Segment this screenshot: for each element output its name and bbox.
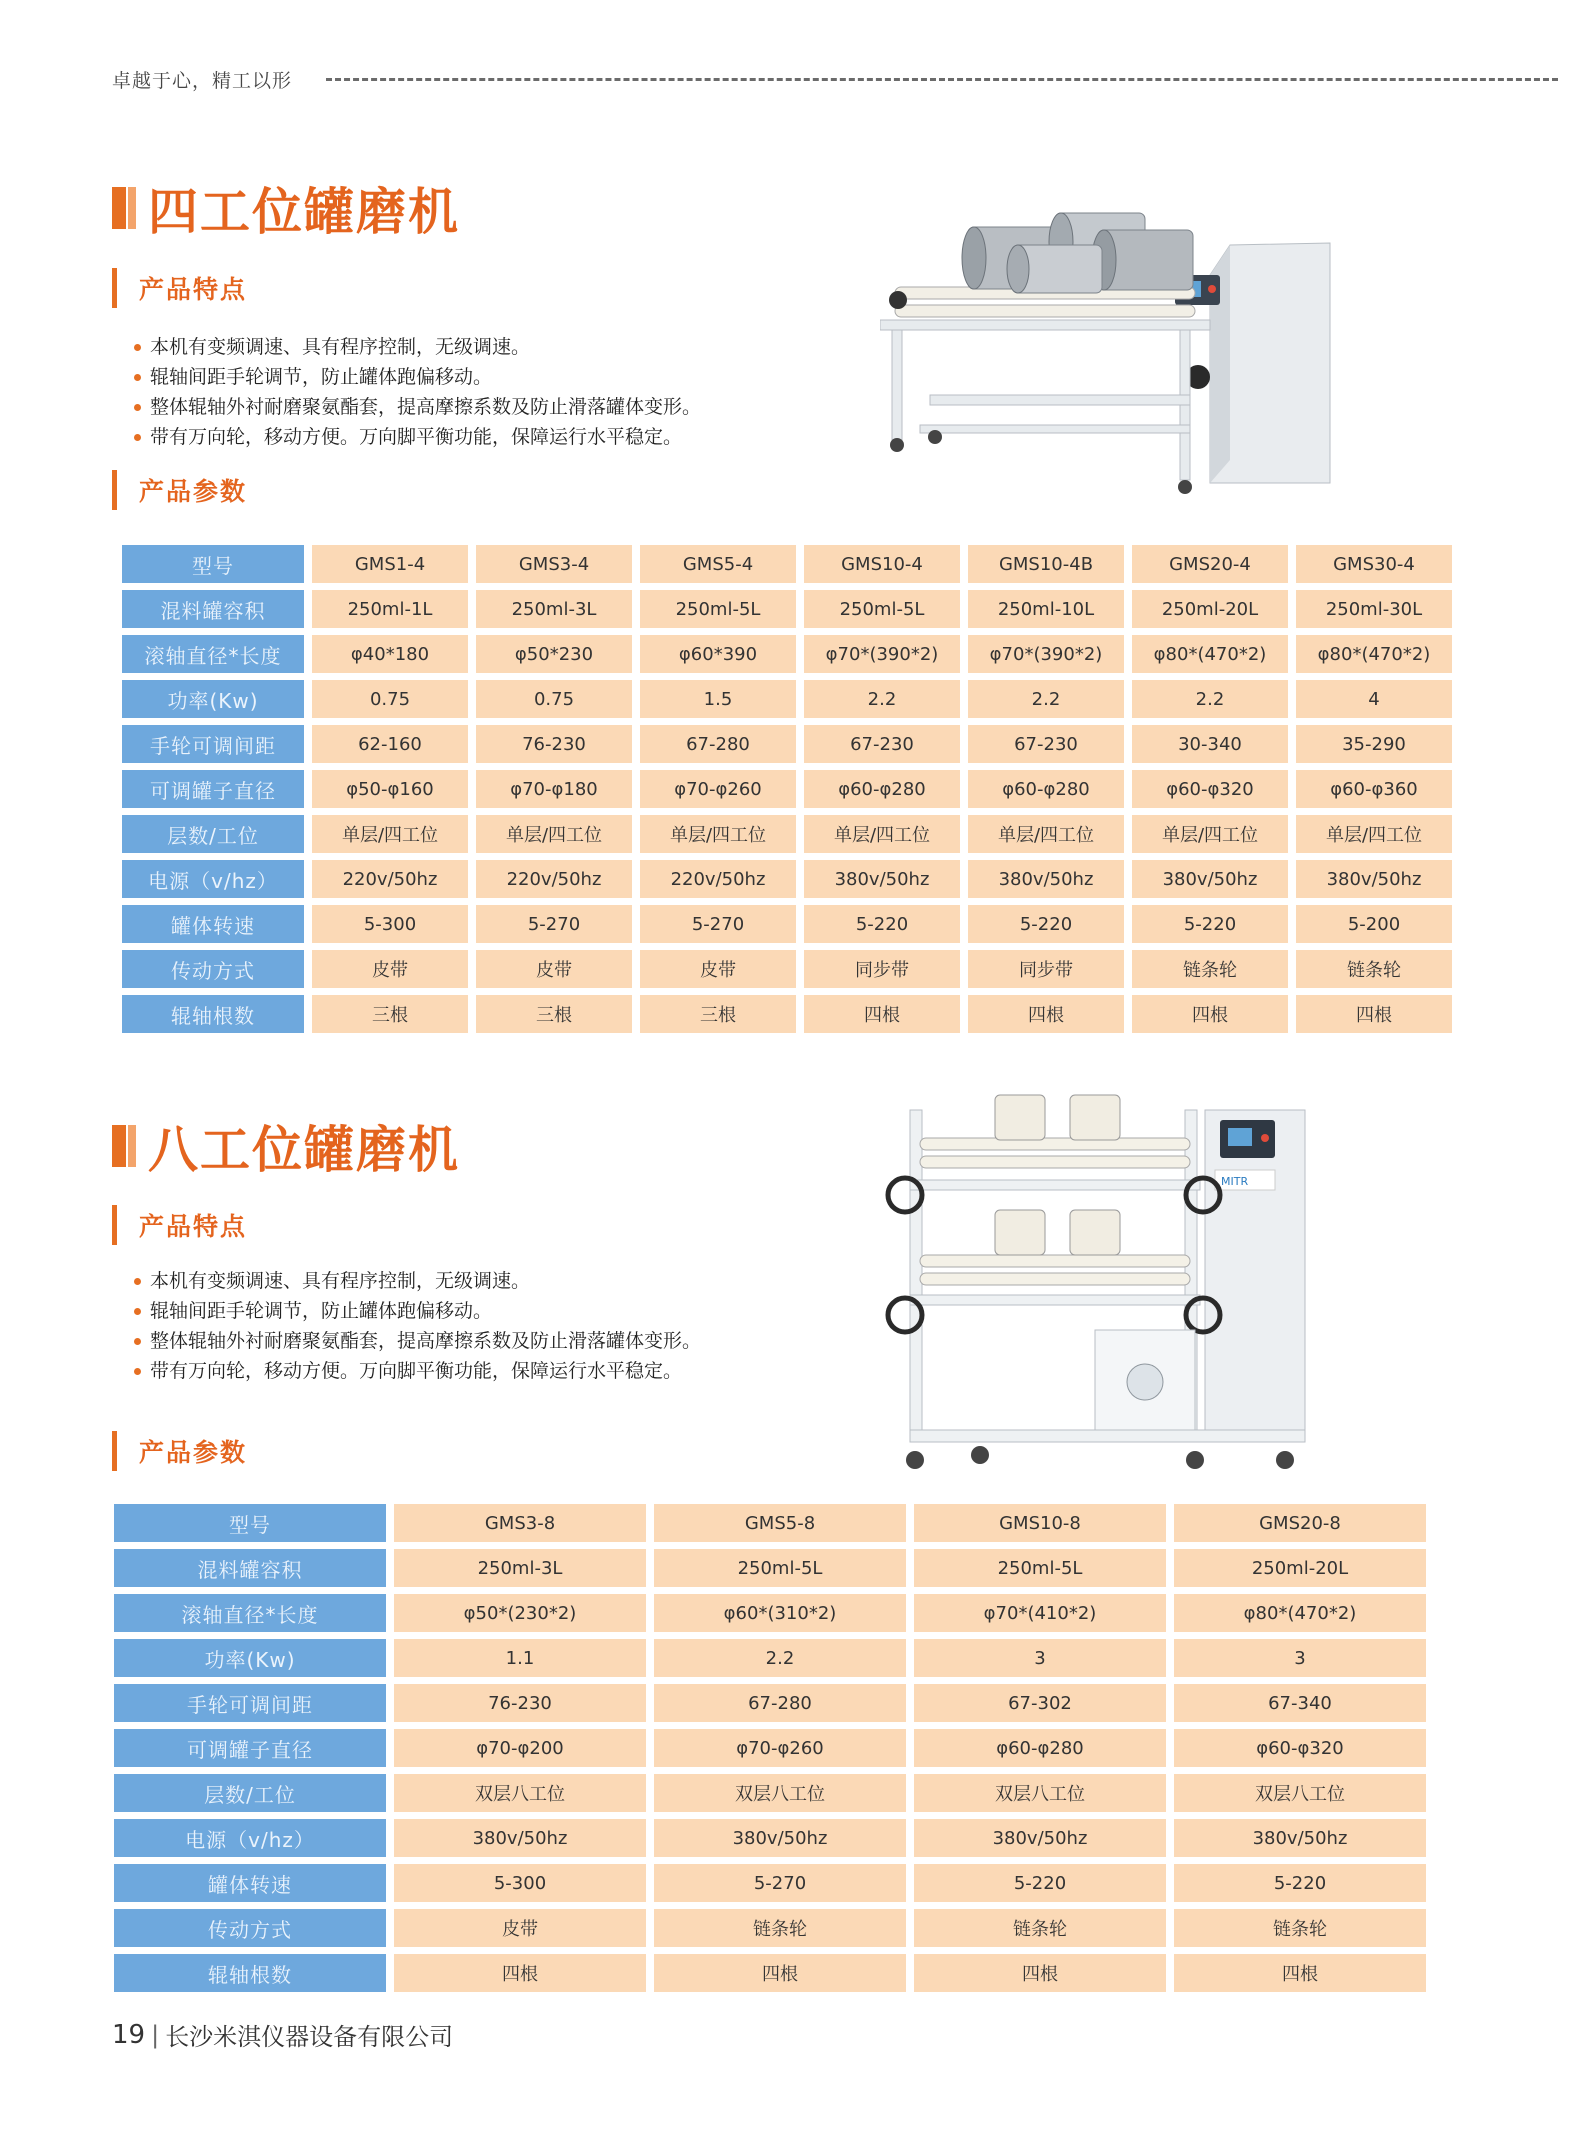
table-cell: GMS1-4 [312, 545, 468, 583]
table-cell: 四根 [1296, 995, 1452, 1033]
table-cell: 单层/四工位 [1132, 815, 1288, 853]
table-cell: φ50-φ160 [312, 770, 468, 808]
section1-title-text: 四工位罐磨机 [148, 182, 460, 241]
table-cell: 35-290 [1296, 725, 1452, 763]
table-cell: 1.1 [394, 1639, 646, 1677]
feature-item: 本机有变频调速、具有程序控制，无级调速。 [132, 1266, 701, 1296]
table-cell: 3 [914, 1639, 1166, 1677]
table-cell: 220v/50hz [640, 860, 796, 898]
heading-marker [112, 1431, 117, 1471]
table-cell: 皮带 [640, 950, 796, 988]
table-cell: φ80*(470*2) [1296, 635, 1452, 673]
table-cell: 5-270 [640, 905, 796, 943]
table-cell: 链条轮 [654, 1909, 906, 1947]
svg-text:MITR: MITR [1221, 1175, 1249, 1188]
table-cell: 67-230 [968, 725, 1124, 763]
section2-params-table [106, 1497, 1434, 1999]
table-cell: φ60-φ280 [804, 770, 960, 808]
table-cell: φ80*(470*2) [1174, 1594, 1426, 1632]
feature-item: 本机有变频调速、具有程序控制，无级调速。 [132, 332, 701, 362]
table-cell: 0.75 [476, 680, 632, 718]
page-number: 19 [112, 2019, 146, 2050]
table-cell: 单层/四工位 [476, 815, 632, 853]
row-header-cell: 功率(Kw) [114, 1639, 386, 1677]
table-cell: 链条轮 [1296, 950, 1452, 988]
table-cell: 单层/四工位 [312, 815, 468, 853]
table-row [122, 725, 1452, 763]
table-row [122, 590, 1452, 628]
table-cell: GMS3-4 [476, 545, 632, 583]
table-cell: φ70-φ260 [640, 770, 796, 808]
table-cell: 单层/四工位 [968, 815, 1124, 853]
table-row [122, 680, 1452, 718]
table-cell: 250ml-5L [914, 1549, 1166, 1587]
table-cell: φ70-φ180 [476, 770, 632, 808]
row-header-cell: 混料罐容积 [114, 1549, 386, 1587]
row-header-cell: 罐体转速 [114, 1864, 386, 1902]
table-row [114, 1504, 1426, 1542]
table-cell: 单层/四工位 [804, 815, 960, 853]
table-cell: φ60-φ320 [1174, 1729, 1426, 1767]
table-row [122, 635, 1452, 673]
heading-marker [112, 268, 117, 308]
table-cell: 1.5 [640, 680, 796, 718]
row-header-cell: 滚轴直径*长度 [114, 1594, 386, 1632]
table-cell: 62-160 [312, 725, 468, 763]
table-cell: φ70-φ260 [654, 1729, 906, 1767]
table-cell: 5-220 [804, 905, 960, 943]
table-cell: 单层/四工位 [1296, 815, 1452, 853]
table-row [114, 1549, 1426, 1587]
table-cell: 67-280 [654, 1684, 906, 1722]
table-cell: 67-302 [914, 1684, 1166, 1722]
feature-item: 辊轴间距手轮调节，防止罐体跑偏移动。 [132, 1296, 701, 1326]
feature-item: 整体辊轴外衬耐磨聚氨酯套，提高摩擦系数及防止滑落罐体变形。 [132, 1326, 701, 1356]
table-cell: 5-220 [968, 905, 1124, 943]
row-header-cell: 手轮可调间距 [122, 725, 304, 763]
table-cell: φ70*(390*2) [968, 635, 1124, 673]
table-cell: 皮带 [312, 950, 468, 988]
table-cell: 3 [1174, 1639, 1426, 1677]
row-header-cell: 电源（v/hz） [122, 860, 304, 898]
table-row [114, 1594, 1426, 1632]
table-row [122, 545, 1452, 583]
feature-item: 带有万向轮，移动方便。万向脚平衡功能，保障运行水平稳定。 [132, 422, 701, 452]
table-cell: 5-270 [654, 1864, 906, 1902]
row-header-cell: 滚轴直径*长度 [122, 635, 304, 673]
footer [112, 2017, 453, 2052]
table-cell: 四根 [914, 1954, 1166, 1992]
table-cell: 76-230 [476, 725, 632, 763]
header-slogan: 卓越于心，精工以形 [112, 70, 293, 92]
section2-features-list [132, 1266, 701, 1386]
table-cell: 220v/50hz [312, 860, 468, 898]
table-cell: 380v/50hz [394, 1819, 646, 1857]
footer-separator: | [151, 2020, 160, 2049]
row-header-cell: 型号 [122, 545, 304, 583]
table-cell: φ60*(310*2) [654, 1594, 906, 1632]
table-cell: 380v/50hz [654, 1819, 906, 1857]
four-station-mill-photo [880, 205, 1335, 515]
table-cell: 380v/50hz [1174, 1819, 1426, 1857]
table-cell: 四根 [654, 1954, 906, 1992]
table-cell: 250ml-30L [1296, 590, 1452, 628]
table-cell: 同步带 [804, 950, 960, 988]
table-cell: 双层八工位 [914, 1774, 1166, 1812]
section1-features-heading [112, 268, 247, 308]
row-header-cell: 层数/工位 [114, 1774, 386, 1812]
row-header-cell: 传动方式 [114, 1909, 386, 1947]
table-cell: 2.2 [654, 1639, 906, 1677]
table-cell: 380v/50hz [914, 1819, 1166, 1857]
company-name: 长沙米淇仪器设备有限公司 [165, 2023, 454, 2051]
params-heading-text: 产品参数 [139, 1438, 248, 1467]
row-header-cell: 传动方式 [122, 950, 304, 988]
table-row [122, 905, 1452, 943]
feature-item: 整体辊轴外衬耐磨聚氨酯套，提高摩擦系数及防止滑落罐体变形。 [132, 392, 701, 422]
table-cell: 250ml-3L [476, 590, 632, 628]
row-header-cell: 辊轴根数 [122, 995, 304, 1033]
table-row [114, 1684, 1426, 1722]
table-cell: 5-220 [914, 1864, 1166, 1902]
table-cell: φ60-φ280 [914, 1729, 1166, 1767]
eight-station-mill-photo [885, 1090, 1315, 1490]
table-cell: GMS10-8 [914, 1504, 1166, 1542]
table-cell: 5-220 [1132, 905, 1288, 943]
params-heading-text: 产品参数 [139, 477, 248, 506]
heading-marker [112, 470, 117, 510]
table-row [114, 1729, 1426, 1767]
table-cell: 三根 [312, 995, 468, 1033]
section2-features-heading [112, 1205, 247, 1245]
table-cell: 76-230 [394, 1684, 646, 1722]
table-cell: 4 [1296, 680, 1452, 718]
table-cell: GMS20-4 [1132, 545, 1288, 583]
table-cell: 三根 [640, 995, 796, 1033]
table-cell: 四根 [804, 995, 960, 1033]
row-header-cell: 手轮可调间距 [114, 1684, 386, 1722]
row-header-cell: 混料罐容积 [122, 590, 304, 628]
table-cell: GMS10-4B [968, 545, 1124, 583]
row-header-cell: 功率(Kw) [122, 680, 304, 718]
table-cell: 5-300 [394, 1864, 646, 1902]
table-cell: 三根 [476, 995, 632, 1033]
feature-item: 辊轴间距手轮调节，防止罐体跑偏移动。 [132, 362, 701, 392]
table-cell: 250ml-5L [640, 590, 796, 628]
table-cell: 67-340 [1174, 1684, 1426, 1722]
table-cell: 380v/50hz [804, 860, 960, 898]
table-cell: 5-270 [476, 905, 632, 943]
table-cell: 250ml-5L [804, 590, 960, 628]
table-cell: 380v/50hz [1296, 860, 1452, 898]
table-cell: 5-200 [1296, 905, 1452, 943]
table-cell: φ50*(230*2) [394, 1594, 646, 1632]
table-cell: 四根 [1174, 1954, 1426, 1992]
table-cell: 380v/50hz [1132, 860, 1288, 898]
table-cell: GMS5-8 [654, 1504, 906, 1542]
row-header-cell: 电源（v/hz） [114, 1819, 386, 1857]
table-cell: 5-300 [312, 905, 468, 943]
table-cell: 双层八工位 [394, 1774, 646, 1812]
table-cell: 220v/50hz [476, 860, 632, 898]
table-cell: GMS3-8 [394, 1504, 646, 1542]
table-cell: 5-220 [1174, 1864, 1426, 1902]
table-row [114, 1954, 1426, 1992]
table-row [114, 1864, 1426, 1902]
table-cell: 双层八工位 [654, 1774, 906, 1812]
table-cell: 皮带 [476, 950, 632, 988]
table-row [114, 1819, 1426, 1857]
table-cell: φ70-φ200 [394, 1729, 646, 1767]
table-cell: 同步带 [968, 950, 1124, 988]
section1-title [112, 172, 460, 244]
table-row [114, 1639, 1426, 1677]
section1-params-table [114, 538, 1460, 1040]
section1-features-list [132, 332, 701, 452]
table-cell: 250ml-3L [394, 1549, 646, 1587]
table-cell: φ70*(390*2) [804, 635, 960, 673]
table-cell: 67-230 [804, 725, 960, 763]
table-cell: 四根 [394, 1954, 646, 1992]
table-cell: 380v/50hz [968, 860, 1124, 898]
table-row [122, 950, 1452, 988]
table-cell: 250ml-20L [1174, 1549, 1426, 1587]
table-cell: 250ml-10L [968, 590, 1124, 628]
table-row [122, 860, 1452, 898]
table-row [122, 770, 1452, 808]
section2-title-text: 八工位罐磨机 [148, 1120, 460, 1179]
table-cell: 250ml-5L [654, 1549, 906, 1587]
table-row [114, 1774, 1426, 1812]
table-cell: 0.75 [312, 680, 468, 718]
table-cell: φ60-φ320 [1132, 770, 1288, 808]
table-cell: φ80*(470*2) [1132, 635, 1288, 673]
feature-item: 带有万向轮，移动方便。万向脚平衡功能，保障运行水平稳定。 [132, 1356, 701, 1386]
table-cell: 单层/四工位 [640, 815, 796, 853]
table-cell: 2.2 [968, 680, 1124, 718]
table-cell: GMS10-4 [804, 545, 960, 583]
table-cell: GMS5-4 [640, 545, 796, 583]
table-cell: φ40*180 [312, 635, 468, 673]
table-cell: 四根 [968, 995, 1124, 1033]
row-header-cell: 可调罐子直径 [114, 1729, 386, 1767]
table-cell: 链条轮 [914, 1909, 1166, 1947]
table-cell: 2.2 [1132, 680, 1288, 718]
table-cell: 250ml-1L [312, 590, 468, 628]
header-divider [326, 78, 1558, 81]
table-cell: φ60-φ280 [968, 770, 1124, 808]
table-cell: 2.2 [804, 680, 960, 718]
features-heading-text: 产品特点 [139, 1212, 248, 1241]
table-cell: φ50*230 [476, 635, 632, 673]
row-header-cell: 层数/工位 [122, 815, 304, 853]
section2-title [112, 1110, 460, 1182]
table-cell: 链条轮 [1132, 950, 1288, 988]
title-marker-accent [128, 1125, 136, 1167]
table-row [122, 815, 1452, 853]
table-cell: φ70*(410*2) [914, 1594, 1166, 1632]
title-marker-icon [112, 187, 126, 229]
table-cell: 链条轮 [1174, 1909, 1426, 1947]
table-row [122, 995, 1452, 1033]
row-header-cell: 型号 [114, 1504, 386, 1542]
table-cell: 250ml-20L [1132, 590, 1288, 628]
table-cell: GMS20-8 [1174, 1504, 1426, 1542]
table-cell: GMS30-4 [1296, 545, 1452, 583]
features-heading-text: 产品特点 [139, 275, 248, 304]
section1-params-heading [112, 470, 247, 510]
section2-params-heading [112, 1431, 247, 1471]
table-cell: φ60*390 [640, 635, 796, 673]
table-cell: 四根 [1132, 995, 1288, 1033]
table-cell: 双层八工位 [1174, 1774, 1426, 1812]
table-cell: 67-280 [640, 725, 796, 763]
row-header-cell: 辊轴根数 [114, 1954, 386, 1992]
row-header-cell: 罐体转速 [122, 905, 304, 943]
heading-marker [112, 1205, 117, 1245]
title-marker-accent [128, 187, 136, 229]
table-cell: 30-340 [1132, 725, 1288, 763]
row-header-cell: 可调罐子直径 [122, 770, 304, 808]
table-row [114, 1909, 1426, 1947]
table-cell: 皮带 [394, 1909, 646, 1947]
table-cell: φ60-φ360 [1296, 770, 1452, 808]
title-marker-icon [112, 1125, 126, 1167]
